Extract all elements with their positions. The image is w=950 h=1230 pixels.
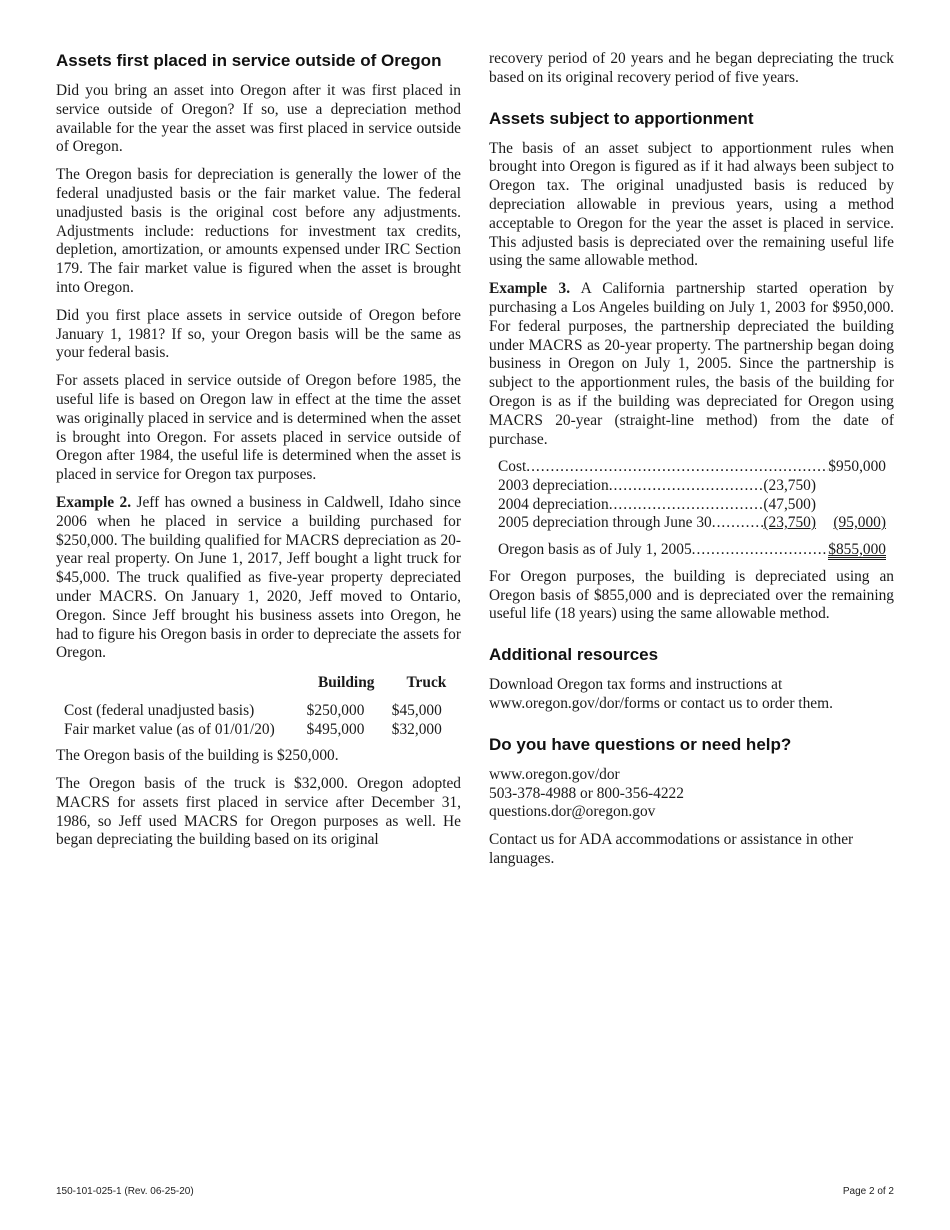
ledger-row-cost bbox=[498, 458, 886, 477]
truck-value: $32,000 bbox=[391, 721, 442, 739]
paragraph-oregon-purposes: For Oregon purposes, the building is depreciated using an Oregon basis of $855,000 and is depreciated over the remaining useful life (18 years) using the same allowable method. bbox=[489, 567, 894, 623]
paragraph-useful-life: For assets placed in service outside of Oregon before 1985, the useful life is based on Oregon law in effect at the time the asset was originally placed in service and is determined when the asset is brought into Oregon. For assets placed in service outside of Oregon after 1984, the useful life is determined when the asset is placed in service for Oregon tax purposes. bbox=[56, 372, 461, 484]
ledger-value: (23,750) bbox=[763, 476, 816, 494]
row-label: Fair market value (as of 01/01/20) bbox=[64, 721, 275, 739]
leader-dots bbox=[609, 496, 764, 515]
paragraph-continued: recovery period of 20 years and he began depreciating the truck based on its original recovery period of five years. bbox=[489, 50, 894, 86]
paragraph-oregon-basis: The Oregon basis for depreciation is generally the lower of the federal unadjusted basis or the fair market value. The federal unadjusted basis is the original cost before any adjustments. Adjustments include: reductions for investment tax credits, depletion, amortization, or amounts expensed under IRC Section 179. The fair market value is figured when the asset is brought into Oregon. bbox=[56, 166, 461, 296]
ledger-row-2003 bbox=[498, 477, 886, 496]
row-label: Cost (federal unadjusted basis) bbox=[64, 702, 255, 720]
ledger-value: (23,750) bbox=[763, 514, 816, 532]
paragraph-building-basis: The Oregon basis of the building is $250,000. bbox=[56, 747, 339, 765]
example-3-text: A California partnership started operation by purchasing a Los Angeles building on July 1, 2003 for $950,000. For federal purposes, the partnership depreciated the building under MACRS as 20-year property. The partnership began doing business in Oregon on July 1, 2005. Since the partnership is subject to the apportionment rules, the basis of the building for Oregon is as if the building was depreciated for Oregon using MACRS 20-year (straight-line method) from the date of purchase. bbox=[489, 280, 894, 448]
leader-dots bbox=[609, 477, 764, 496]
left-column bbox=[56, 50, 461, 859]
ledger-label: Cost bbox=[498, 458, 527, 476]
example-2-text: Jeff has owned a business in Caldwell, Idaho since 2006 when he placed in service a building purchased for $250,000. The building qualified for MACRS depreciation as 20-year real property. On June 1, 2017, Jeff bought a light truck for $45,000. The truck qualified as five-year property depreciated under MACRS. On January 1, 2020, Jeff moved to Ontario, Oregon. Since Jeff brought his business assets into Oregon, he had to figure his Oregon basis in order to depreciate the assets for Oregon. bbox=[56, 493, 461, 662]
heading-apportionment: Assets subject to apportionment bbox=[489, 108, 754, 128]
paragraph-example-2 bbox=[56, 494, 461, 663]
paragraph-intro: Did you bring an asset into Oregon after it was first placed in service outside of Oregon? If so, use a depreciation method available for the year the asset was first placed in service outside of Oregon. bbox=[56, 82, 461, 156]
page-number: Page 2 of 2 bbox=[842, 1186, 894, 1197]
paragraph-resources: Download Oregon tax forms and instructions at www.oregon.gov/dor/forms or contact us to order them. bbox=[489, 676, 833, 712]
ledger-row-2004 bbox=[498, 496, 886, 515]
form-number: 150-101-025-1 (Rev. 06-25-20) bbox=[56, 1186, 194, 1197]
table-row bbox=[64, 701, 461, 720]
table-header-row bbox=[64, 673, 461, 701]
ledger-row-2005 bbox=[498, 514, 886, 533]
paragraph-apportionment: The basis of an asset subject to apportionment rules when brought into Oregon is figured as if it had always been subject to Oregon tax. The original unadjusted basis is reduced by depreciation allowable in previous years, using a method acceptable to Oregon for the year the asset is placed in service. This adjusted basis is depreciated over the remaining useful life using the same allowable method. bbox=[489, 139, 894, 270]
ledger-label: Oregon basis as of July 1, 2005 bbox=[498, 540, 692, 558]
paragraph-truck-basis: The Oregon basis of the truck is $32,000. Oregon adopted MACRS for assets first placed in service after December 31, 1986, so Jeff used MACRS for Oregon purposes as well. He began depreciating the building based on its original bbox=[56, 774, 461, 849]
leader-dots bbox=[692, 541, 829, 560]
basis-comparison-table bbox=[64, 673, 461, 739]
depreciation-ledger bbox=[498, 458, 886, 559]
paragraph-before-1981: Did you first place assets in service outside of Oregon before January 1, 1981? If so, your Oregon basis will be the same as your federal basis. bbox=[56, 306, 461, 362]
paragraph-example-3 bbox=[489, 280, 894, 449]
contact-phone: 503-378-4988 or 800-356-4222 bbox=[489, 784, 684, 802]
contact-website-link[interactable]: www.oregon.gov/dor bbox=[489, 765, 620, 783]
table-row bbox=[64, 720, 461, 739]
heading-questions: Do you have questions or need help? bbox=[489, 734, 792, 754]
ledger-row-oregon-basis bbox=[498, 541, 886, 560]
ledger-total-value: $950,000 bbox=[828, 458, 886, 476]
ledger-value: (47,500) bbox=[763, 495, 816, 513]
heading-assets-outside-oregon: Assets first placed in service outside of Oregon bbox=[56, 51, 442, 70]
example-2-label: Example 2. bbox=[56, 493, 132, 511]
ledger-label: 2005 depreciation through June 30 bbox=[498, 514, 712, 532]
building-value: $250,000 bbox=[306, 702, 365, 720]
paragraph-ada: Contact us for ADA accommodations or assistance in other languages. bbox=[489, 831, 854, 867]
heading-additional-resources: Additional resources bbox=[489, 645, 659, 665]
leader-dots bbox=[526, 458, 828, 477]
ledger-label: 2003 depreciation bbox=[498, 476, 609, 494]
leader-dots bbox=[712, 514, 764, 533]
ledger-label: 2004 depreciation bbox=[498, 495, 609, 513]
right-column bbox=[489, 50, 894, 878]
ledger-depreciation-total: (95,000) bbox=[833, 514, 886, 532]
example-3-label: Example 3. bbox=[489, 280, 571, 298]
contact-email-link[interactable]: questions.dor@oregon.gov bbox=[489, 803, 656, 821]
ledger-oregon-basis-value: $855,000 bbox=[828, 540, 886, 558]
column-header-building: Building bbox=[317, 674, 375, 692]
truck-value: $45,000 bbox=[391, 702, 442, 720]
building-value: $495,000 bbox=[306, 721, 365, 739]
contact-block bbox=[489, 766, 894, 822]
column-header-truck: Truck bbox=[406, 674, 447, 692]
